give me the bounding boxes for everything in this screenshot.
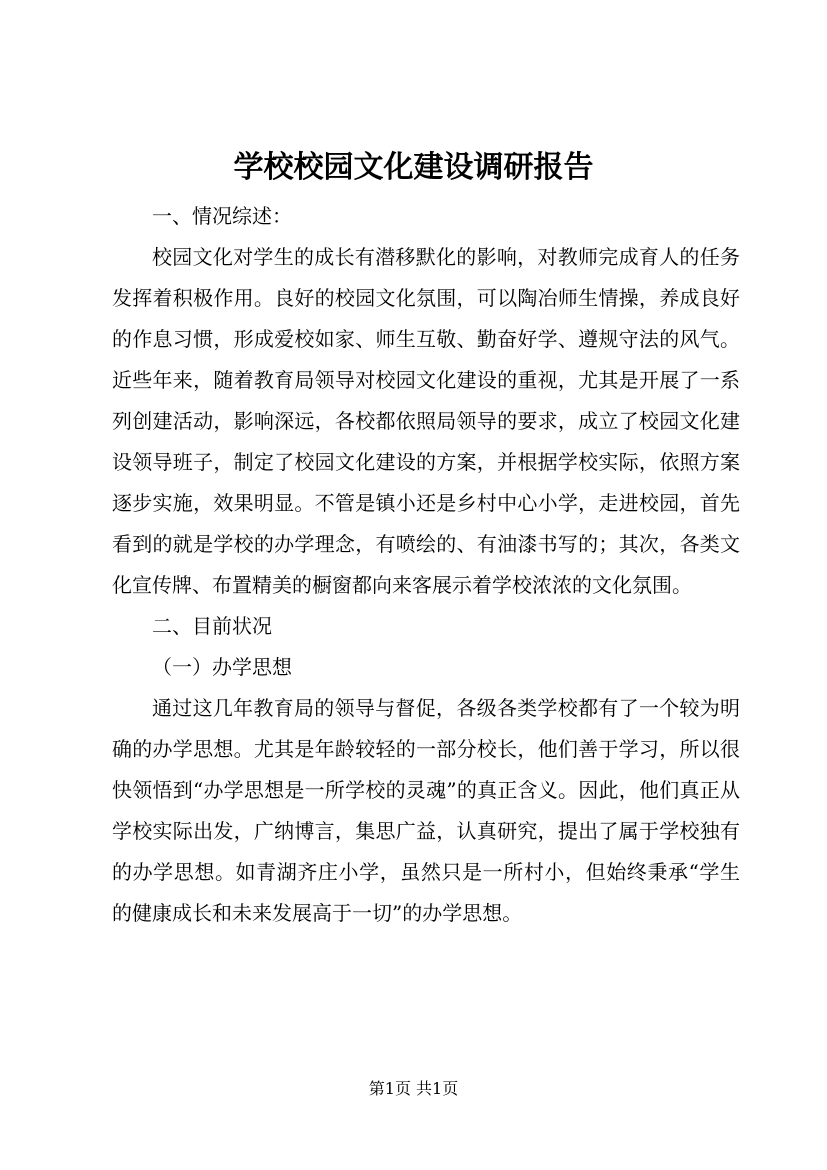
section1-paragraph: 校园文化对学生的成长有潜移默化的影响，对教师完成育人的任务发挥着积极作用。良好的校园文化氛围，可以陶冶师生情操，养成良好的作息习惯，形成爱校如家、师生互敬、勤奋好学、遵规守法的风气。近些年来，随着教育局领导对校园文化建设的重视，尤其是开展了一系列创建活动，影响深远，各校都依照局领导的要求，成立了校园文化建设领导班子，制定了校园文化建设的方案，并根据学校实际，依照方案逐步实施，效果明显。不管是镇小还是乡村中心小学，走进校园，首先看到的就是学校的办学理念，有喷绘的、有油漆书写的；其次，各类文化宣传牌、布置精美的橱窗都向来客展示着学校浓浓的文化氛围。 <box>112 245 740 597</box>
document-title: 学校校园文化建设调研报告 <box>233 150 594 185</box>
subsection1-paragraph: 通过这几年教育局的领导与督促，各级各类学校都有了一个较为明确的办学思想。尤其是年龄较轻的一部分校长，他们善于学习，所以很快领悟到“办学思想是一所学校的灵魂”的真正含义。因此，他们真正从学校实际出发，广纳博言，集思广益，认真研究，提出了属于学校独有的办学思想。如青湖齐庄小学，虽然只是一所村小，但始终秉承“学生的健康成长和未来发展高于一切”的办学思想。 <box>112 696 740 925</box>
subsection1-heading: （一）办学思想 <box>152 655 292 679</box>
section2-heading: 二、目前状况 <box>152 614 272 638</box>
page-footer: 第1页 共1页 <box>368 1079 459 1098</box>
section1-heading: 一、情况综述： <box>152 204 292 228</box>
document-body <box>112 196 740 934</box>
